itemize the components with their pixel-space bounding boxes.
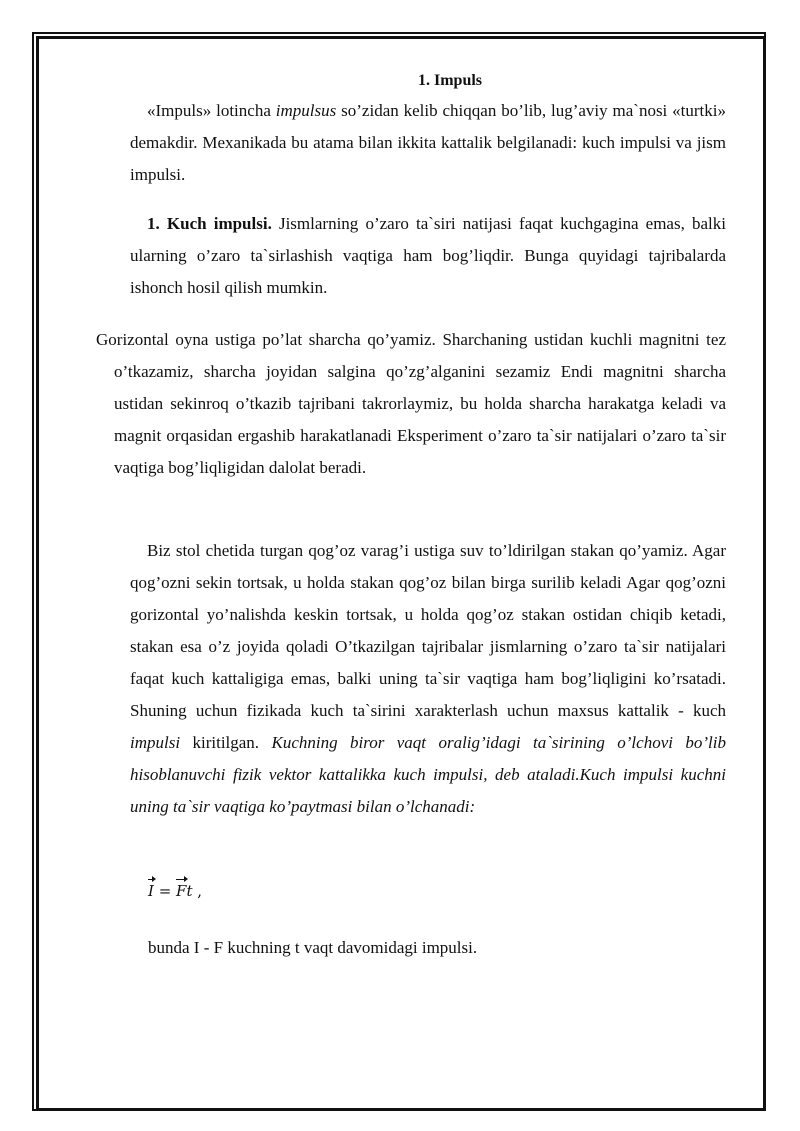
intro-latin-term: impulsus <box>275 101 337 120</box>
force-impulse-heading: 1. Kuch impulsi. <box>147 214 272 233</box>
force-impulse-body: Jismlarning o’zaro ta`siri natijasi faqat kuchgagina emas, balki ularning o’zaro ta`sirlashish vaqtiga ham bog’liqdir. Bunga quyidagi tajribalarda ishonch hosil qilish mumkin. <box>130 214 726 297</box>
impulse-definition: Kuchning biror vaqt oralig’idagi ta`sirining o’lchovi bo’lib hisoblanuvchi fizik vektor kattalikka kuch impulsi, deb ataladi.Kuch impulsi kuchni uning ta`sir vaqtiga ko’paytmasi bilan o’lchanadi: <box>130 733 726 816</box>
paragraph-glass-experiment <box>130 535 726 823</box>
intro-text-2: so’zidan kelib chiqqan bo’lib, lug’aviy ma`nosi «turtki» demakdir. Mexanikada bu atama bilan ikkita kattalik belgilanadi: kuch impulsi va jism impulsi. <box>130 101 727 184</box>
section-title: 1. Impuls <box>417 72 483 89</box>
impulse-term: impulsi <box>130 733 181 752</box>
glass-experiment-text: Biz stol chetida turgan qog’oz varag’i ustiga suv to’ldirilgan stakan qo’yamiz. Agar qog’ozni sekin tortsak, u holda stakan qog’oz bilan birga surilib keladi Agar qog’ozni gorizontal yo’nalishda keskin tortsak, u holda qog’oz stakan ostidan chiqib ketadi, stakan esa o’z joyida qoladi O’tkazilgan tajribalar jismlarning o’zaro ta`sir natijalari faqat kuch kattaligiga emas, balki uning ta`sir vaqtiga ham bog’liqligini ko’rsatadi. Shuning uchun fizikada kuch ta`sirini xarakterlash uchun maxsus kattalik - kuch <box>130 541 726 720</box>
paragraph-force-impulse <box>130 208 726 304</box>
time-symbol: t <box>186 882 193 900</box>
intro-text-1: «Impuls» lotincha <box>147 101 276 120</box>
formula-explanation: bunda I - F kuchning t vaqt davomidagi impulsi. <box>148 938 478 957</box>
impulse-formula <box>148 882 202 900</box>
paragraph-magnet-experiment <box>96 324 726 484</box>
force-vector-symbol: F <box>176 882 187 900</box>
glass-experiment-text-2: kiritilgan. <box>180 733 272 752</box>
formula-comma: , <box>192 882 203 900</box>
formula-equals: = <box>153 882 177 900</box>
impulse-vector-symbol: I <box>148 882 154 900</box>
paragraph-intro <box>130 95 726 191</box>
magnet-experiment-text: Gorizontal oyna ustiga po’lat sharcha qo’yamiz. Sharchaning ustidan kuchli magnitni tez o’tkazamiz, sharcha joyidan salgina qo’zg’alganini sezamiz Endi magnitni sharcha ustidan sekinroq o’tkazib tajribani takrorlaymiz, bu holda sharcha harakatga keladi va magnit orqasidan ergashib harakatlanadi Eksperiment o’zaro ta`sir natijalari o’zaro ta`sir vaqtiga bog’liqligidan dalolat beradi. <box>96 330 726 477</box>
